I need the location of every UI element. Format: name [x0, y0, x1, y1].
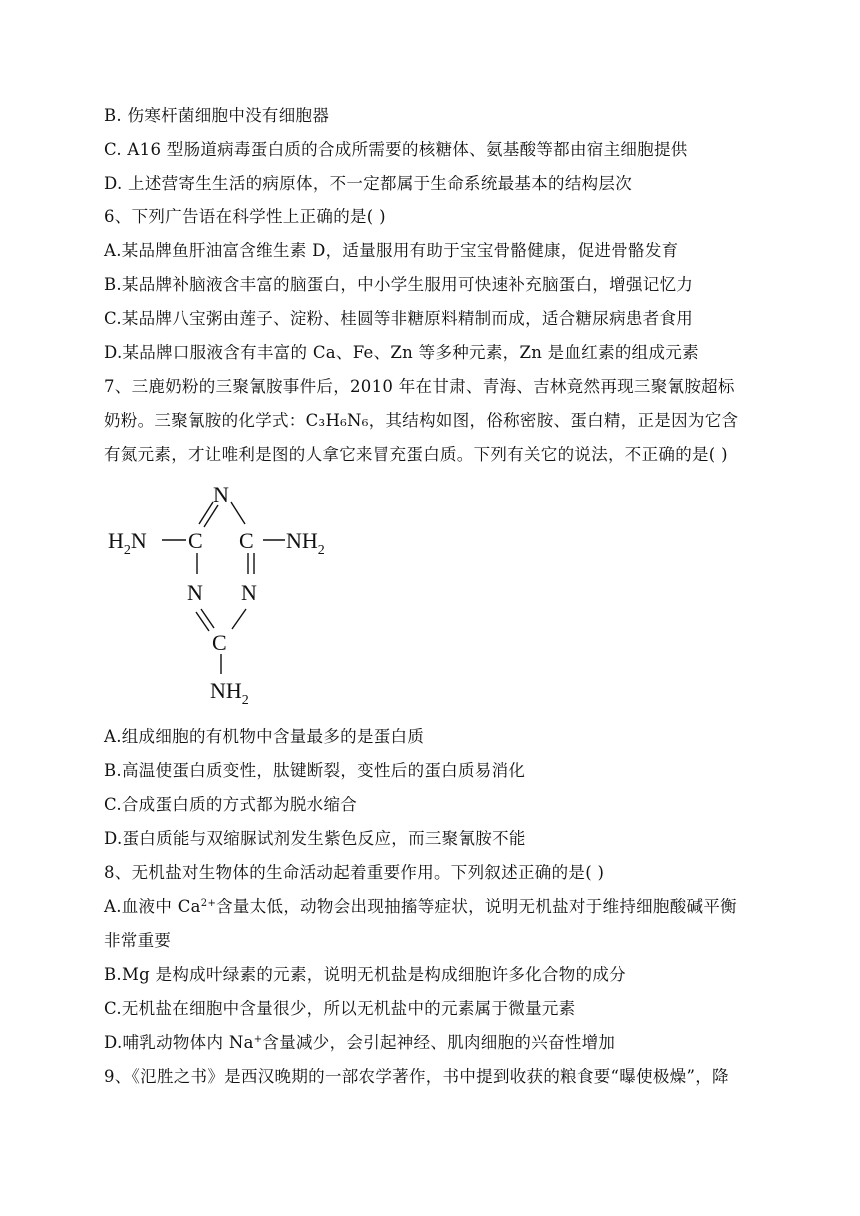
question-8-stem: 8、无机盐对生物体的生命活动起着重要作用。下列叙述正确的是( ) [104, 863, 605, 882]
option-5d: D. 上述营寄生生活的病原体，不一定都属于生命系统最基本的结构层次 [104, 174, 633, 193]
bond-nr-cb [232, 609, 246, 629]
option-6d: D.某品牌口服液含有丰富的 Ca、Fe、Zn 等多种元素，Zn 是血红素的组成元素 [104, 343, 699, 362]
atom-n-right: N [241, 580, 257, 605]
bond-nl-cb-2 [196, 612, 209, 631]
atom-c-bottom: C [212, 630, 227, 655]
option-8a-line-2: 非常重要 [104, 931, 172, 950]
option-7c: C.合成蛋白质的方式都为脱水缩合 [104, 795, 358, 814]
atom-c-left: C [188, 528, 203, 553]
option-5c: C. A16 型肠道病毒蛋白质的合成所需要的核糖体、氨基酸等都由宿主细胞提供 [104, 140, 688, 159]
option-6b: B.某品牌补脑液含丰富的脑蛋白，中小学生服用可快速补充脑蛋白，增强记忆力 [104, 275, 694, 294]
bond-ctl-ntop-1 [199, 502, 213, 524]
question-7-stem-line-2: 奶粉。三聚氰胺的化学式：C₃H₆N₆，其结构如图，俗称密胺、蛋白精，正是因为它含 [104, 411, 739, 430]
option-7a: A.组成细胞的有机物中含量最多的是蛋白质 [104, 727, 425, 746]
option-8a-line-1: A.血液中 $Ca^{2+}$含量太低，动物会出现抽搐等症状，说明无机盐对于维持细胞酸碱平衡 [104, 897, 737, 916]
question-9-stem: 9、《氾胜之书》是西汉晚期的一部农学著作，书中提到收获的粮食要“曝使极燥”，降 [104, 1067, 729, 1086]
option-8c: C.无机盐在细胞中含量很少，所以无机盐中的元素属于微量元素 [104, 999, 576, 1018]
amino-group-right: $NH_2$ [286, 528, 325, 558]
option-8b: B.Mg 是构成叶绿素的元素，说明无机盐是构成细胞许多化合物的成分 [104, 965, 626, 984]
bond-nl-cb-1 [201, 609, 214, 628]
bond-ctl-ntop-2 [204, 505, 218, 527]
question-6-stem: 6、下列广告语在科学性上正确的是( ) [104, 207, 386, 226]
amino-group-bottom: $NH_2$ [210, 678, 249, 708]
amino-group-left: $H_2N$ [108, 528, 147, 558]
question-7-stem-line-1: 7、三鹿奶粉的三聚氰胺事件后，2010 年在甘肃、青海、吉林竟然再现三聚氰胺超标 [104, 377, 735, 396]
atom-n-left: N [187, 580, 203, 605]
option-7b: B.高温使蛋白质变性，肽键断裂，变性后的蛋白质易消化 [104, 761, 526, 780]
option-6c: C.某品牌八宝粥由莲子、淀粉、桂圆等非糖原料精制而成，适合糖尿病患者食用 [104, 309, 694, 328]
question-7-stem-line-3: 有氮元素，才让唯利是图的人拿它来冒充蛋白质。下列有关它的说法，不正确的是( ) [104, 445, 728, 464]
atom-c-right: C [239, 528, 254, 553]
option-5b: B. 伤寒杆菌细胞中没有细胞器 [104, 106, 330, 125]
option-6a: A.某品牌鱼肝油富含维生素 D，适量服用有助于宝宝骨骼健康，促进骨骼发育 [104, 241, 679, 260]
bond-ntop-ctr [231, 502, 245, 524]
option-7d: D.蛋白质能与双缩脲试剂发生紫色反应，而三聚氰胺不能 [104, 829, 526, 848]
option-8d: D.哺乳动物体内 Na+含量减少，会引起神经、肌肉细胞的兴奋性增加 [104, 1033, 616, 1052]
atom-n-top: N [213, 482, 229, 507]
melamine-structure-diagram [100, 474, 360, 724]
